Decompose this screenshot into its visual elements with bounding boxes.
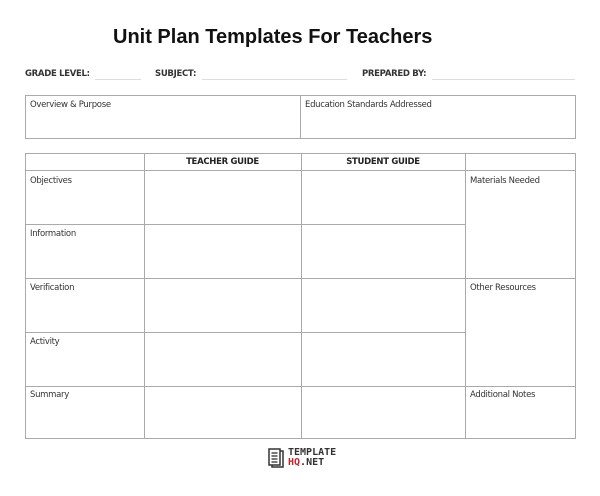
teacher-summary-cell[interactable] <box>145 387 301 438</box>
teacher-objectives-cell[interactable] <box>145 171 301 224</box>
teacher-verification-cell[interactable] <box>145 279 301 332</box>
teacher-information-cell[interactable] <box>145 225 301 278</box>
student-verification-cell[interactable] <box>302 279 465 332</box>
header-student-guide: STUDENT GUIDE <box>346 157 420 167</box>
row-summary: Summary <box>30 390 69 400</box>
row-information: Information <box>30 229 76 239</box>
row-verification: Verification <box>30 283 75 293</box>
row-activity: Activity <box>30 337 60 347</box>
teacher-activity-cell[interactable] <box>145 333 301 386</box>
logo-text-top: TEMPLATE <box>288 447 337 458</box>
logo-text-hq: HQ <box>288 457 301 468</box>
prepared-by-label: PREPARED BY: <box>362 69 427 79</box>
overview-label: Overview & Purpose <box>30 100 111 110</box>
materials-needed-label: Materials Needed <box>470 176 540 186</box>
header-teacher-guide: TEACHER GUIDE <box>186 157 259 167</box>
grade-level-field[interactable] <box>95 79 141 80</box>
other-resources-label: Other Resources <box>470 283 536 293</box>
overview-input[interactable] <box>26 110 299 138</box>
student-information-cell[interactable] <box>302 225 465 278</box>
divider <box>465 153 466 439</box>
student-objectives-cell[interactable] <box>302 171 465 224</box>
additional-notes-label: Additional Notes <box>470 390 536 400</box>
document-stack-icon <box>268 448 284 468</box>
templatehq-logo <box>268 448 336 468</box>
subject-field[interactable] <box>202 79 347 80</box>
prepared-by-field[interactable] <box>432 79 575 80</box>
student-activity-cell[interactable] <box>302 333 465 386</box>
standards-input[interactable] <box>301 110 575 138</box>
standards-label: Education Standards Addressed <box>305 100 432 110</box>
subject-label: SUBJECT: <box>155 69 197 79</box>
student-summary-cell[interactable] <box>302 387 465 438</box>
row-objectives: Objectives <box>30 176 72 186</box>
page-title: Unit Plan Templates For Teachers <box>113 26 433 48</box>
logo-text-net: .NET <box>300 457 325 468</box>
grade-level-label: GRADE LEVEL: <box>25 69 90 79</box>
